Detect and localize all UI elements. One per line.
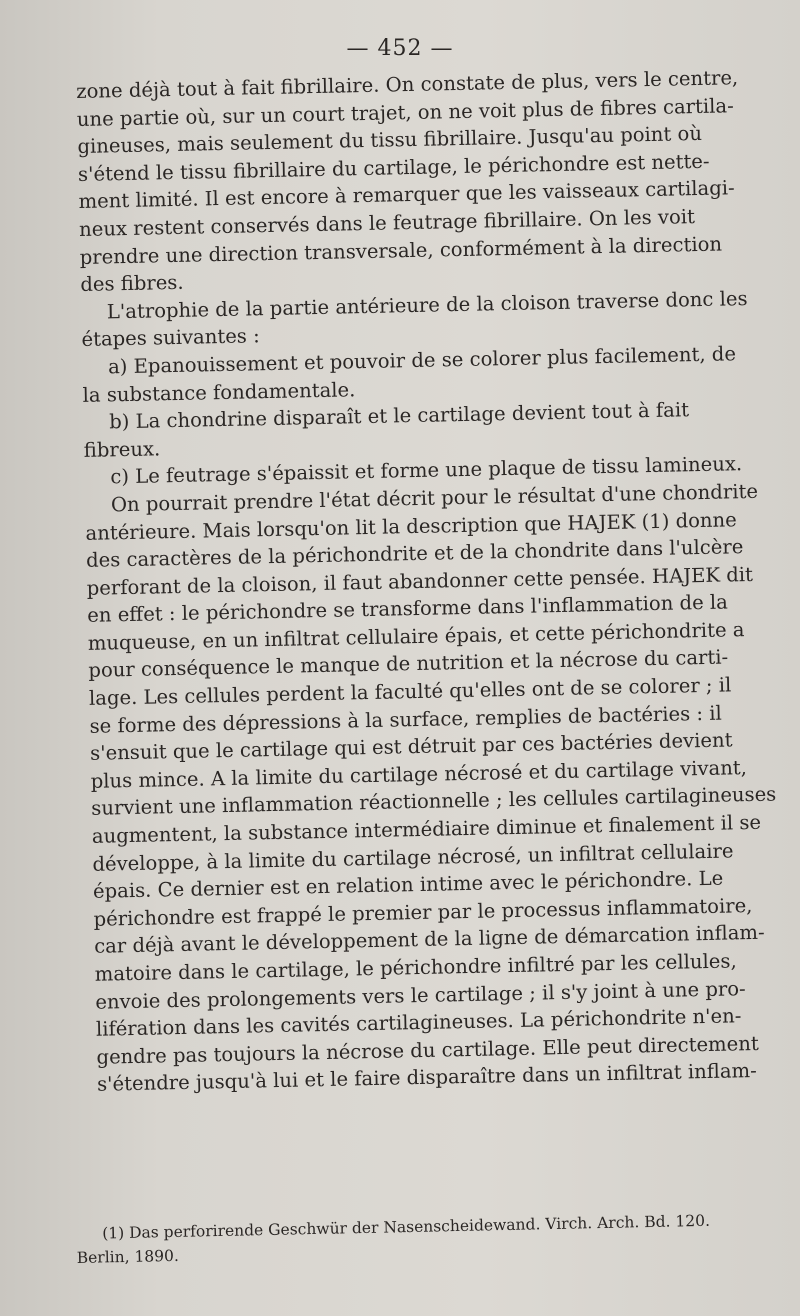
text-line: augmentent, la substance intermédiaire diminue et finalement il se [91,810,762,848]
text-line: gineuses, mais seulement du tissu fibrillaire. Jusqu'au point où [77,122,703,159]
text-line: lifération dans les cavités cartilagineuses. La périchondrite n'en- [95,1004,742,1041]
page-number: — 452 — [346,36,454,61]
text-line: la substance fondamentale. [82,377,356,407]
text-line: gendre pas toujours la nécrose du cartilage. Elle peut directement [96,1031,759,1069]
text-line: pour conséquence le manque de nutrition et la nécrose du carti- [88,645,729,683]
text-line: plus mince. A la limite du cartilage nécrosé et du cartilage vivant, [90,755,748,793]
text-line: ment limité. Il est encore à remarquer que les vaisseaux cartilagi- [78,176,735,214]
text-line: muqueuse, en un infiltrat cellulaire épais, et cette périchondrite a [87,617,745,655]
text-line: car déjà avant le développement de la ligne de démarcation inflam- [93,921,765,959]
text-line: antérieure. Mais lorsqu'on lit la description que HAJEK (1) donne [85,507,737,545]
text-line: étapes suivantes : [81,324,260,352]
text-line: en effet : le périchondre se transforme dans l'inflammation de la [87,590,729,628]
paragraph-3 [85,477,788,1098]
text-line: c) Le feutrage s'épaissit et forme une plaque de tissu lamineux. [110,452,743,489]
paragraph-1 [76,64,770,299]
text-line: des fibres. [80,270,184,297]
text-line: perforant de la cloison, il faut abandonner cette pensée. HAJEK dit [86,562,754,600]
text-line: des caractères de la périchondrite et de la chondrite dans l'ulcère [85,535,744,572]
text-line: se forme des dépressions à la surface, remplies de bactéries : il [89,701,723,738]
text-line: neux restent conservés dans le feutrage fibrillaire. On les voit [78,205,696,241]
text-line: s'ensuit que le cartilage qui est détruit par ces bactéries devient [89,728,733,766]
text-line: envoie des prolongements vers le cartilage ; il s'y joint à une pro- [95,976,746,1014]
text-line: prendre une direction transversale, conformément à la direction [79,232,723,269]
text-line: a) Epanouissement et pouvoir de se colorer plus facilement, de [107,342,737,379]
text-line: survient une inflammation réactionnelle ; les cellules cartilagineuses [91,782,777,821]
text-line: lage. Les cellules perdent la faculté qu'elles ont de se colorer ; il [88,673,732,710]
footnote-line: Berlin, 1890. [76,1246,180,1267]
text-line: s'étend le tissu fibrillaire du cartilage, le périchondre est nette- [77,149,710,186]
text-line: périchondre est frappé le premier par le processus inflammatoire, [93,893,753,931]
text-line: L'atrophie de la partie antérieure de la cloison traverse donc les [106,286,748,324]
text-line: On pourrait prendre l'état décrit pour le résultat d'une chondrite [110,479,759,517]
footnote [76,1207,777,1270]
footnote-line: (1) Das perforirende Geschwür der Nasenscheidewand. Virch. Arch. Bd. 120. [102,1211,711,1243]
body-text [76,64,787,1099]
text-line: développe, à la limite du cartilage nécrosé, un infiltrat cellulaire [92,839,734,876]
text-line: épais. Ce dernier est en relation intime avec le périchondre. Le [92,866,724,904]
text-line: fibreux. [83,437,161,462]
text-line: s'étendre jusqu'à lui et le faire disparaître dans un infiltrat inflam- [96,1059,757,1097]
text-line: zone déjà tout à fait fibrillaire. On constate de plus, vers le centre, [76,66,739,103]
text-line: matoire dans le cartilage, le périchondre infiltré par les cellules, [94,949,737,986]
text-line: une partie où, sur un court trajet, on ne voit plus de fibres cartila- [76,93,734,131]
text-line: b) La chondrine disparaît et le cartilage devient tout à fait [108,398,690,434]
